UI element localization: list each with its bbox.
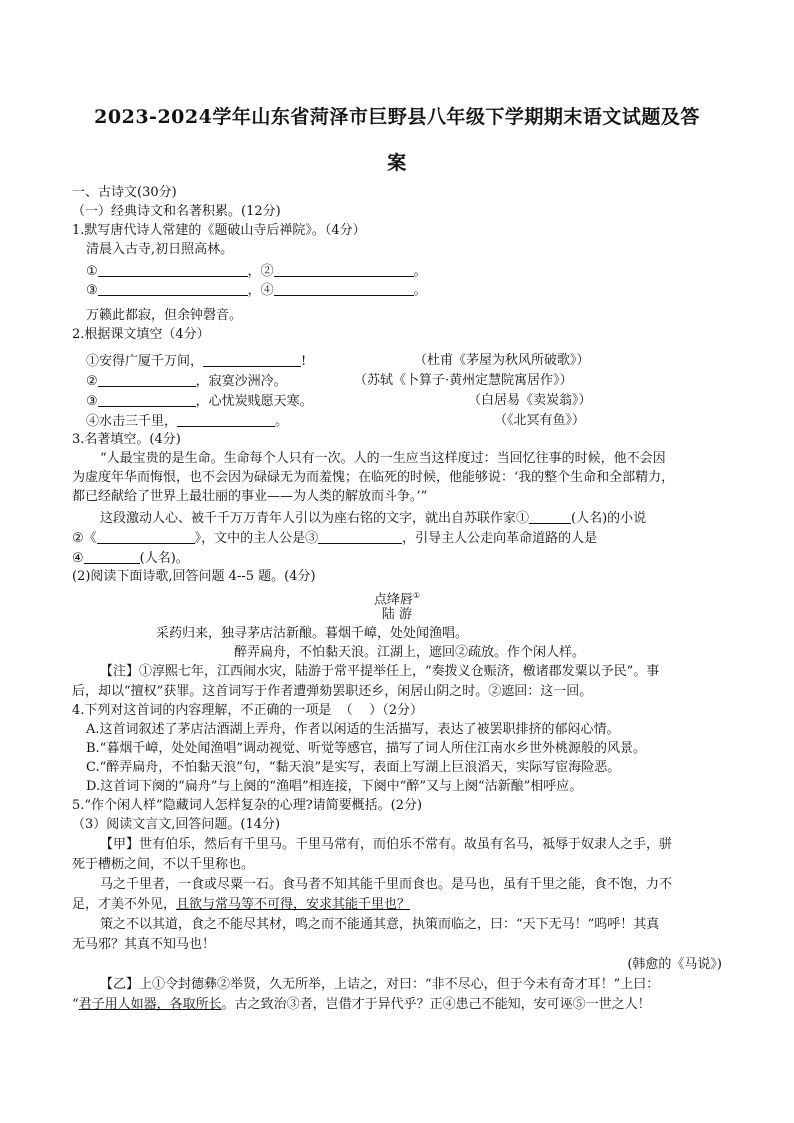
q3-fill-line-3 (72, 549, 189, 568)
answer-blank-2[interactable] (274, 262, 414, 277)
q2-text: ，心忧炭贱愿天寒。 (195, 394, 313, 409)
q2-source-3: （白居易《卖炭翁》） (468, 393, 592, 408)
poem-line-2: 醉弄扁舟，不怕黏天浪。江湖上，遮回②疏放。作个闲人样。 (234, 645, 586, 660)
q3-text: ，引导主人公走向革命道路的人是 (402, 531, 598, 546)
jia-line-3: 马之千里者，一食或尽粟一石。食马者不知其能千里而食也。是马也，虽有千里之能，食不饱，力不 (100, 877, 673, 892)
blank-marker: ，④ (247, 283, 274, 298)
blank-marker: ① (86, 264, 98, 279)
q2-source-4: （《北冥有鱼》） (494, 413, 586, 428)
q4-option-c[interactable]: C.“醉弄扁舟，不怕黏天浪”句，“黏天浪”是实写，表面上写湖上巨浪滔天，实际写宦海险恶。 (86, 760, 621, 775)
q3-fill-line-1 (100, 509, 646, 528)
yi-text: “ (72, 997, 79, 1012)
answer-blank[interactable] (84, 549, 140, 564)
q3-text: 》，文中的主人公是③ (194, 531, 319, 546)
q2-item-3 (86, 392, 313, 411)
jia-source: (韩愈的《马说》) (627, 957, 722, 972)
poem-note-2: 后，却以“擅权”获罪。这首词写于作者遭弹劾罢职还乡，闲居山阴之时。②遮回：这一回。 (72, 684, 593, 699)
page-title-continued: 案 (387, 152, 407, 174)
answer-blank-4[interactable] (274, 281, 414, 296)
poem-title-text: 点绛唇 (373, 592, 413, 608)
question-4-stem: 4.下列对这首词的内容理解，不正确的一项是 （ ）（2分） (72, 703, 423, 718)
quote-line-1: “人最宝贵的是生命。生命每个人只有一次。人的一生应当这样度过：当回忆往事的时候，他不会因 (100, 451, 666, 466)
blank-marker: ③ (86, 283, 98, 298)
q4-option-b[interactable]: B.“暮烟千嶂，处处闻渔唱”调动视觉、听觉等感官，描写了词人所住江南水乡世外桃源般的风景。 (86, 741, 646, 756)
underlined-sentence: 且欲与常马等不可得，安求其能千里也？ (176, 897, 411, 912)
answer-blank[interactable] (318, 529, 402, 544)
answer-blank[interactable] (177, 412, 275, 427)
q4-option-a[interactable]: A.这首词叙述了茅店沽酒湖上弄舟，作者以闲适的生活描写，表达了被罢职排挤的郁闷心情。 (86, 722, 620, 737)
q1-blank-row-1 (86, 262, 427, 281)
poem-first-line: 清晨入古寺,初日照高林。 (86, 242, 234, 257)
q2-item-2 (86, 372, 287, 391)
q3-text: ②《 (72, 531, 97, 546)
q3-text: 这段激动人心、被千千万万青年人引以为座右铭的文字，就出自苏联作家① (100, 511, 530, 526)
q3-text: (人名)的小说 (571, 511, 647, 526)
answer-blank[interactable] (98, 372, 196, 387)
q2-source-1: （杜甫《茅屋为秋风所破歌》） (414, 353, 590, 368)
yi-text: 。古之致治③者，岂借才于异代乎？正④患己不能知，安可诬⑤一世之人！ (221, 997, 651, 1012)
q3-text: ④ (72, 551, 84, 566)
section-heading: 一、古诗文(30分) (72, 185, 177, 200)
quote-line-2: 为虚度年华而悔恨，也不会因为碌碌无为而羞愧；在临死的时候，他能够说：‘我的整个生命和全部精力， (72, 470, 675, 485)
answer-blank-1[interactable] (98, 262, 248, 277)
q2-text: 。 (275, 414, 289, 429)
subsection-heading: （一）经典诗文和名著积累。(12分) (72, 204, 281, 219)
punctuation: 。 (413, 283, 427, 298)
q2-text: ! (301, 354, 307, 369)
q2-item-1 (86, 352, 306, 371)
answer-blank-3[interactable] (98, 281, 248, 296)
poem-note-1: 【注】①淳熙七年，江西闹水灾，陆游于常平提举任上，“奏拨义仓赈济，檄诸郡发粟以予民”。事 (100, 664, 660, 679)
answer-blank[interactable] (203, 352, 301, 367)
answer-blank[interactable] (529, 509, 571, 524)
jia-text: 足，才美不外见， (72, 897, 177, 912)
poem-author: 陆 游 (381, 607, 413, 622)
answer-blank[interactable] (98, 392, 196, 407)
underlined-sentence: 君子用人如器，各取所长 (78, 997, 222, 1012)
blank-marker: ，② (247, 264, 274, 279)
jia-line-1: 【甲】世有伯乐，然后有千里马。千里马常有，而伯乐不常有。故虽有名马，祗辱于奴隶人之手，骈 (100, 837, 673, 852)
yi-line-2 (72, 996, 651, 1014)
q3-fill-line-2 (72, 529, 597, 548)
poem-section-intro: (2)阅读下面诗歌,回答问题 4--5 题。(4分) (72, 569, 316, 584)
question-1-stem: 1.默写唐代诗人常建的《题破山寺后禅院》。（4分） (72, 223, 366, 238)
q2-text: ③ (86, 394, 98, 409)
q4-option-d[interactable]: D.这首词下阕的“扁舟”与上阕的“渔唱”相连接，下阕中“醉”又与上阕“沽新酿”相呼应。 (86, 779, 583, 794)
jia-line-6: 无马邪？其真不知马也！ (72, 937, 216, 952)
question-3-stem: 3.名著填空。(4分) (72, 432, 181, 447)
q1-blank-row-2 (86, 281, 427, 300)
q2-item-4 (86, 412, 288, 431)
question-5-stem: 5.“作个闲人样”隐藏词人怎样复杂的心理?请简要概括。(2分) (72, 798, 423, 813)
poem-line-1: 采药归来，独寻茅店沽新酿。暮烟千嶂，处处闻渔唱。 (156, 626, 469, 641)
punctuation: 。 (413, 264, 427, 279)
jia-line-5: 策之不以其道，食之不能尽其材，鸣之而不能通其意，执策而临之，曰：“天下无马！”呜呼！其真 (100, 917, 660, 932)
q3-text: (人名)。 (139, 551, 189, 566)
q2-text: ①安得广厦千万间， (86, 354, 204, 369)
q2-source-2: （苏轼《卜算子·黄州定慧院寓居作》） (354, 373, 573, 388)
jia-line-4 (72, 896, 410, 914)
poem-last-line: 万籁此都寂，但余钟磬音。 (86, 308, 243, 323)
yi-line-1: 【乙】上①令封德彝②举贤，久无所举，上诘之，对曰：“非不尽心，但于今未有奇才耳！”上曰： (100, 977, 660, 992)
q2-text: ，寂寞沙洲冷。 (195, 374, 287, 389)
q2-text: ② (86, 374, 98, 389)
prose-section-intro: （3）阅读文言文,回答问题。(14分) (72, 817, 281, 832)
jia-line-2: 死于槽枥之间，不以千里称也。 (72, 857, 255, 872)
poem-title-note: ① (412, 591, 421, 600)
page-title: 2023-2024学年山东省菏泽市巨野县八年级下学期期末语文试题及答 (94, 106, 700, 128)
question-2-stem: 2.根据课文填空（4分） (72, 327, 210, 342)
q2-text: ④水击三千里， (86, 414, 178, 429)
answer-blank[interactable] (97, 529, 195, 544)
quote-line-3: 都已经献给了世界上最壮丽的事业——为人类的解放而斗争。’” (72, 489, 428, 504)
